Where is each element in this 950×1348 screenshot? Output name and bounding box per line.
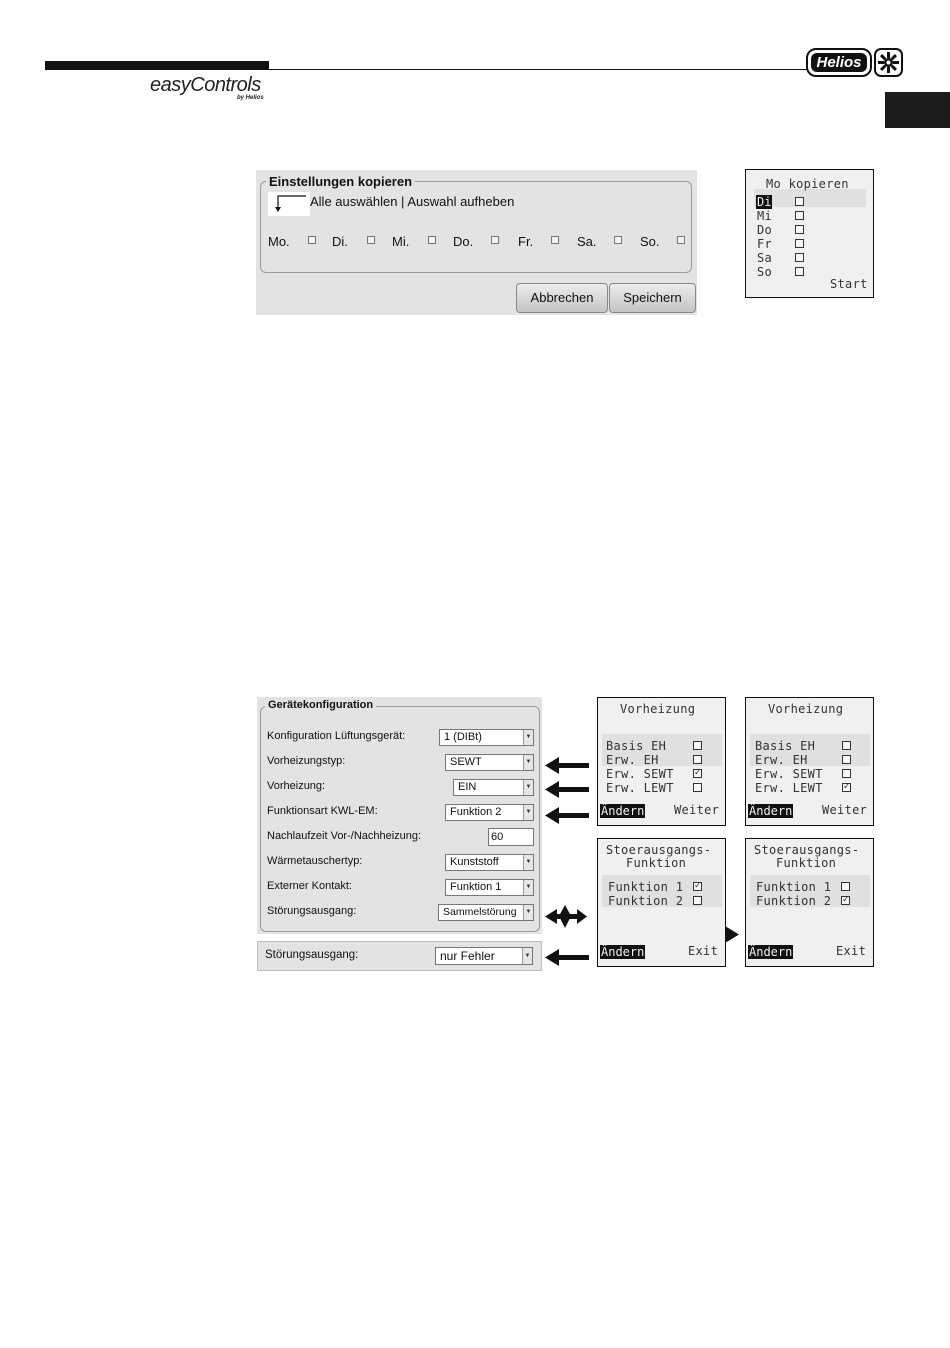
stoerungsausgang-select[interactable]	[438, 904, 534, 921]
callout-arrows	[543, 750, 593, 970]
chevron-down-icon[interactable]: ▼	[523, 755, 533, 770]
waermetauscher-select[interactable]	[445, 854, 534, 871]
copy-settings-panel	[256, 170, 697, 315]
chevron-down-icon[interactable]: ▼	[523, 730, 533, 745]
day-checkbox-mi[interactable]	[428, 236, 436, 244]
day-label-mo: Mo.	[268, 234, 290, 249]
stoerungsausgang-panel	[257, 941, 542, 971]
lcd-row-erw-eh: Erw. EH	[755, 753, 808, 767]
funktionsart-select[interactable]	[445, 804, 534, 821]
stoerungsausgang-value: Sammelstörung	[443, 906, 517, 918]
stoerungsausgang-fehler-value: nur Fehler	[440, 949, 495, 963]
lcd-stoer-title-2: Funktion	[776, 856, 837, 870]
lcd-row-erw-eh: Erw. EH	[606, 753, 659, 767]
lcd-checkbox-basis-eh[interactable]	[693, 741, 702, 750]
lcd-checkbox-funktion-2[interactable]: ✓	[842, 895, 850, 905]
section-tab	[885, 92, 950, 128]
lcd-vorheizung-screen-2	[745, 697, 874, 826]
lcd-copy-screen	[745, 169, 874, 298]
konfiguration-value: 1 (DIBt)	[444, 731, 482, 743]
header-rule-thin	[269, 69, 814, 70]
lcd-checkbox-do[interactable]	[795, 225, 804, 234]
helios-logo	[806, 48, 902, 77]
lcd-row-erw-lewt: Erw. LEWT	[606, 781, 674, 795]
lcd-copy-row-sa: Sa	[757, 251, 773, 265]
chevron-down-icon[interactable]: ▼	[523, 780, 533, 795]
field-label-konfiguration: Konfiguration Lüftungsgerät:	[267, 730, 406, 742]
lcd-copy-row-mi: Mi	[757, 209, 773, 223]
day-checkbox-fr[interactable]	[551, 236, 559, 244]
lcd-stoer-screen-2	[745, 838, 874, 967]
lcd-checkbox-erw-eh[interactable]	[693, 755, 702, 764]
lcd-checkbox-funktion-1[interactable]	[841, 882, 850, 891]
day-checkbox-sa[interactable]	[614, 236, 622, 244]
lcd-aendern-action[interactable]: Ändern	[601, 804, 645, 818]
field-label-waermetauscher: Wärmetauschertyp:	[267, 855, 363, 867]
stoerungsausgang-label: Störungsausgang:	[265, 949, 359, 961]
externer-kontakt-value: Funktion 1	[450, 881, 502, 893]
logo-pill	[806, 48, 872, 77]
waermetauscher-value: Kunststoff	[450, 856, 499, 868]
lcd-aendern-action[interactable]: Ändern	[749, 804, 793, 818]
lcd-checkbox-erw-eh[interactable]	[842, 755, 851, 764]
lcd-row-erw-sewt: Erw. SEWT	[606, 767, 674, 781]
lcd-weiter-action[interactable]: Weiter	[822, 803, 868, 817]
day-label-sa: Sa.	[577, 234, 597, 249]
vorheizungstyp-select[interactable]	[445, 754, 534, 771]
lcd-exit-action[interactable]: Exit	[688, 944, 719, 958]
lcd-checkbox-basis-eh[interactable]	[842, 741, 851, 750]
field-label-vorheizung: Vorheizung:	[267, 780, 326, 792]
lcd-checkbox-funktion-1[interactable]: ✓	[694, 881, 702, 891]
day-label-fr: Fr.	[518, 234, 534, 249]
select-all-links[interactable]: Alle auswählen | Auswahl aufheben	[310, 194, 515, 209]
lcd-aendern-action[interactable]: Ändern	[749, 945, 793, 959]
lcd-copy-row-so: So	[757, 265, 773, 279]
day-checkbox-di[interactable]	[367, 236, 375, 244]
brand-name: easyControls	[150, 74, 261, 96]
save-button[interactable]: Speichern	[609, 283, 696, 313]
lcd-row-basis-eh: Basis EH	[755, 739, 816, 753]
lcd-checkbox-erw-sewt[interactable]	[842, 769, 851, 778]
lcd-start-action[interactable]: Start	[830, 277, 868, 291]
brand-byline: by Helios	[237, 95, 264, 101]
cancel-button[interactable]: Abbrechen	[516, 283, 608, 313]
lcd-vorheizung-title: Vorheizung	[768, 702, 844, 716]
lcd-checkbox-erw-lewt[interactable]	[693, 783, 702, 792]
day-label-do: Do.	[453, 234, 474, 249]
lcd-stoer-screen-1	[597, 838, 726, 967]
lcd-exit-action[interactable]: Exit	[836, 944, 867, 958]
vorheizungstyp-value: SEWT	[450, 756, 482, 768]
device-config-title: Gerätekonfiguration	[265, 699, 376, 711]
lcd-stoer-title-2: Funktion	[626, 856, 687, 870]
device-config-panel	[257, 697, 542, 934]
chevron-down-icon[interactable]: ▼	[523, 905, 533, 920]
lcd-checkbox-di[interactable]	[795, 197, 804, 206]
lcd-row-erw-sewt: Erw. SEWT	[755, 767, 823, 781]
lcd-stoer-title-1: Stoerausgangs-	[754, 843, 860, 857]
chevron-down-icon[interactable]: ▼	[523, 855, 533, 870]
lcd-row-funktion-1: Funktion 1	[608, 880, 684, 894]
copy-settings-title: Einstellungen kopieren	[266, 174, 415, 189]
day-label-mi: Mi.	[392, 234, 410, 249]
logo-text: Helios	[811, 53, 867, 72]
field-label-vorheizungstyp: Vorheizungstyp:	[267, 755, 346, 767]
lcd-row-funktion-2: Funktion 2	[756, 894, 832, 908]
field-label-funktionsart: Funktionsart KWL-EM:	[267, 805, 378, 817]
day-checkbox-mo[interactable]	[308, 236, 316, 244]
lcd-checkbox-erw-lewt[interactable]: ✓	[843, 782, 851, 792]
lcd-weiter-action[interactable]: Weiter	[674, 803, 720, 817]
lcd-stoer-title-1: Stoerausgangs-	[606, 843, 712, 857]
field-label-nachlaufzeit: Nachlaufzeit Vor-/Nachheizung:	[267, 830, 422, 842]
lcd-checkbox-mi[interactable]	[795, 211, 804, 220]
day-checkbox-do[interactable]	[491, 236, 499, 244]
vorheizung-value: EIN	[458, 781, 477, 793]
lcd-copy-title: Mo kopieren	[766, 177, 849, 191]
lcd-row-basis-eh: Basis EH	[606, 739, 667, 753]
lcd-checkbox-funktion-2[interactable]	[693, 896, 702, 905]
lcd-copy-row-do: Do	[757, 223, 773, 237]
nachlaufzeit-input[interactable]: 60	[488, 828, 534, 846]
chevron-down-icon[interactable]: ▼	[522, 948, 532, 964]
lcd-checkbox-so[interactable]	[795, 267, 804, 276]
day-label-di: Di.	[332, 234, 348, 249]
lcd-row-erw-lewt: Erw. LEWT	[755, 781, 823, 795]
konfiguration-select[interactable]	[439, 729, 534, 746]
lcd-aendern-action[interactable]: Ändern	[601, 945, 645, 959]
stoerungsausgang-fehler-select[interactable]	[435, 947, 533, 965]
lcd-vorheizung-title: Vorheizung	[620, 702, 696, 716]
lcd-checkbox-fr[interactable]	[795, 239, 804, 248]
field-label-externer-kontakt: Externer Kontakt:	[267, 880, 352, 892]
funktionsart-value: Funktion 2	[450, 806, 502, 818]
lcd-vorheizung-screen-1	[597, 697, 726, 826]
field-label-stoerungsausgang: Störungsausgang:	[267, 905, 357, 917]
vorheizung-select[interactable]	[453, 779, 534, 796]
gear-icon	[874, 48, 903, 77]
day-label-so: So.	[640, 234, 660, 249]
chevron-down-icon[interactable]: ▼	[523, 805, 533, 820]
lcd-copy-row-di[interactable]: Di	[757, 195, 772, 209]
chevron-down-icon[interactable]: ▼	[523, 880, 533, 895]
externer-kontakt-select[interactable]	[445, 879, 534, 896]
lcd-row-funktion-2: Funktion 2	[608, 894, 684, 908]
day-checkbox-so[interactable]	[677, 236, 685, 244]
lcd-row-funktion-1: Funktion 1	[756, 880, 832, 894]
header-rule-thick	[45, 61, 269, 70]
lcd-copy-row-fr: Fr	[757, 237, 773, 251]
lcd-checkbox-sa[interactable]	[795, 253, 804, 262]
select-arrow-icon	[268, 192, 310, 216]
lcd-checkbox-erw-sewt[interactable]: ✓	[694, 768, 702, 778]
